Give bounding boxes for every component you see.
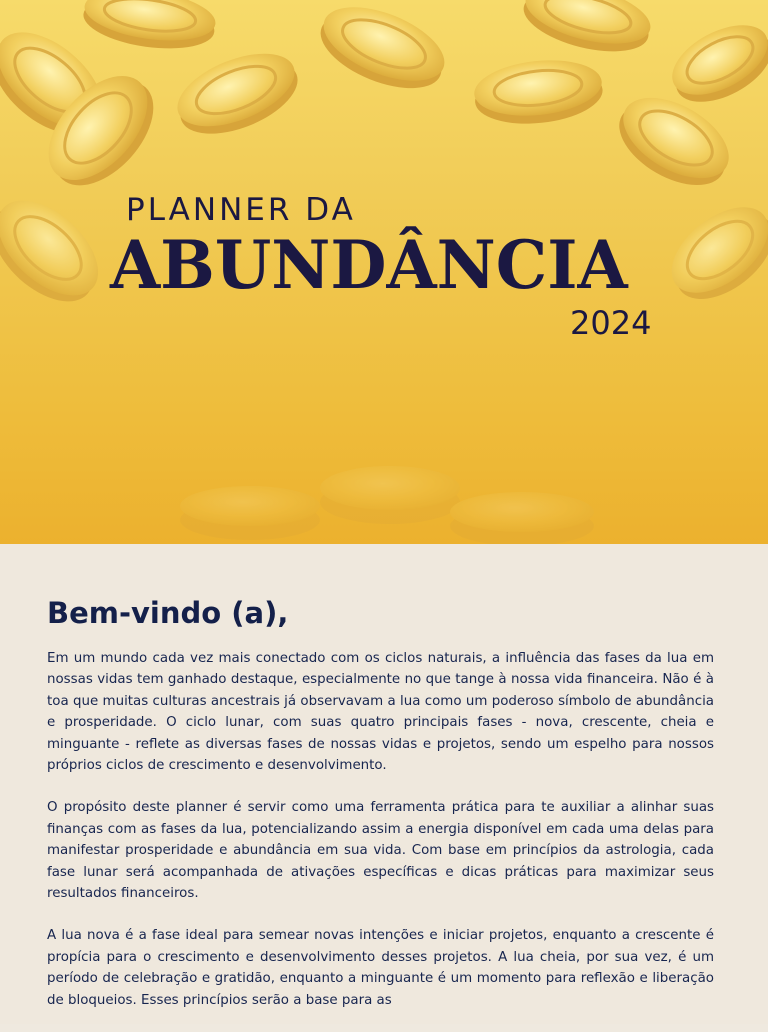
gold-coin-icon <box>656 190 768 316</box>
gold-coin-icon <box>310 0 454 103</box>
gold-coin-icon <box>0 183 115 320</box>
paragraph-moon-phases: A lua nova é a fase ideal para semear novas intenções e iniciar projetos, enquanto a crescente é propícia para o crescimento e desenvolvimento desses projetos. A lua cheia, por sua vez, é um período de celebração e gratidão, enquanto a minguante é um momento para reflexão e liberação de bloqueios. Esses princípios serão a base para as <box>47 928 714 1008</box>
gold-coin-icon <box>661 11 768 116</box>
gold-coin-icon <box>472 54 606 129</box>
gold-coin-icon <box>180 486 320 540</box>
gold-coin-icon <box>450 492 594 544</box>
gold-coin-icon <box>606 81 742 201</box>
paragraph-purpose: O propósito deste planner é servir como uma ferramenta prática para te auxiliar a alinhar suas finanças com as fases da lua, potencializando assim a energia disponível em cada uma delas para manifestar prosperidade e abundância em sua vida. Com base em princípios da astrologia, cada fase lunar será acompanhada de ativações específicas e dicas práticas para maximizar seus resultados financeiros. <box>47 800 714 902</box>
welcome-heading: Bem-vindo (a), <box>47 596 289 630</box>
gold-coin-icon <box>80 0 219 56</box>
content-section <box>0 544 768 1024</box>
paragraph-intro: Em um mundo cada vez mais conectado com os ciclos naturais, a influência das fases da lua em nossas vidas tem ganhado destaque, especialmente no que tange à nossa vida financeira. Não é à toa que muitas culturas ancestrais já observavam a lua como um poderoso símbolo de abundância e prosperidade. O ciclo lunar, com suas quatro principais fases - nova, crescente, cheia e minguante - reflete as diversas fases de nossas vidas e projetos, sendo um espelho para nossos próprios ciclos de crescimento e desenvolvimento. <box>47 651 714 774</box>
body-text <box>47 648 714 1032</box>
gold-coin-icon <box>167 39 307 148</box>
cover-title-main: ABUNDÂNCIA <box>110 226 628 304</box>
gold-coin-icon <box>518 0 657 62</box>
cover-year: 2024 <box>570 304 652 342</box>
gold-coin-icon <box>320 466 460 524</box>
cover-title-line1: PLANNER DA <box>126 192 356 228</box>
